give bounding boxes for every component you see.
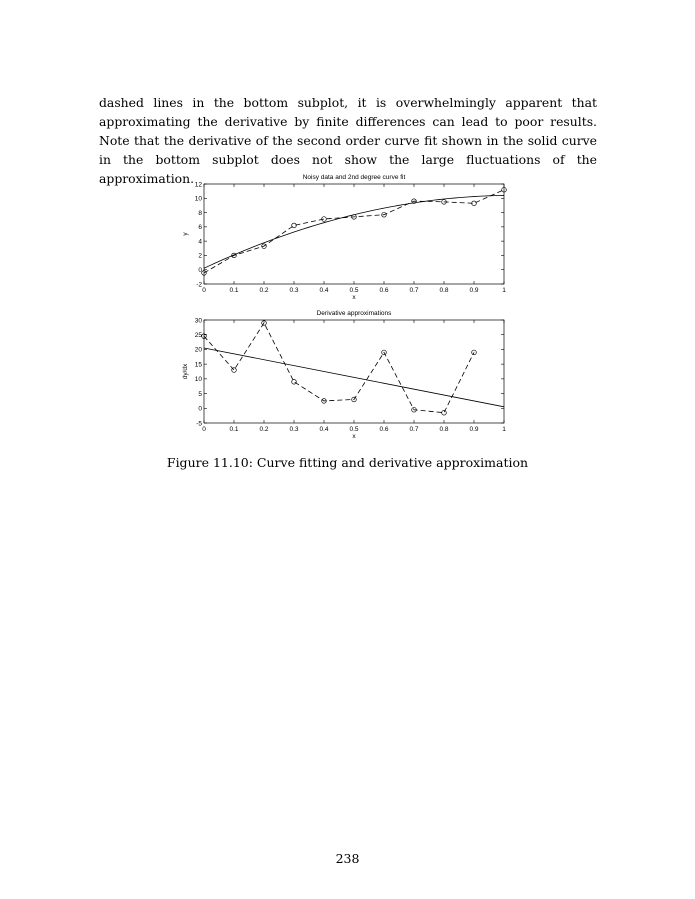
x-tick-label: 0.2 xyxy=(259,426,269,433)
chart-title: Derivative approximations xyxy=(316,310,392,317)
y-tick-label: 0 xyxy=(198,405,202,413)
body-paragraph: dashed lines in the bottom subplot, it is overwhelmingly apparent that approximating the derivative by finite differences can lead to poor results. Note that the derivative of the second order curve fit shown in the solid curve in the bottom subplot does not show the large fluctuations of the approximation. xyxy=(99,95,597,186)
x-tick-label: 0.1 xyxy=(229,426,239,433)
y-axis-label: dy/dx xyxy=(182,363,189,380)
y-tick-label: 4 xyxy=(198,238,202,246)
x-axis-label: x xyxy=(352,433,356,440)
y-tick-label: 10 xyxy=(194,195,202,203)
x-tick-label: 1 xyxy=(502,426,506,433)
series-line-dashed xyxy=(204,323,474,413)
x-tick-label: 0.3 xyxy=(289,426,299,433)
subplot-derivative xyxy=(182,310,506,440)
chart-title: Noisy data and 2nd degree curve fit xyxy=(302,174,406,181)
x-axis-label: x xyxy=(352,294,356,301)
x-tick-label: 0.8 xyxy=(439,426,449,433)
x-tick-label: 0.6 xyxy=(379,287,389,294)
data-point-marker xyxy=(292,380,297,385)
y-tick-label: 5 xyxy=(198,390,202,398)
x-tick-label: 0.4 xyxy=(319,426,329,433)
x-tick-label: 0.5 xyxy=(349,426,359,433)
y-tick-label: 25 xyxy=(194,332,202,340)
y-tick-label: 6 xyxy=(198,224,202,232)
x-tick-label: 0.2 xyxy=(259,287,269,294)
x-tick-label: 0.5 xyxy=(349,287,359,294)
x-tick-label: 0.7 xyxy=(409,426,419,433)
x-tick-label: 0 xyxy=(202,287,206,294)
plot-frame xyxy=(204,184,504,284)
x-tick-label: 1 xyxy=(502,287,506,294)
y-tick-label: -2 xyxy=(196,281,202,289)
x-tick-label: 0.9 xyxy=(469,287,479,294)
series-line-solid xyxy=(204,195,504,268)
x-tick-label: 0.4 xyxy=(319,287,329,294)
y-tick-label: 12 xyxy=(194,181,202,189)
x-tick-label: 0.9 xyxy=(469,426,479,433)
figure-caption: Figure 11.10: Curve fitting and derivative approximation xyxy=(166,455,529,470)
x-tick-label: 0.1 xyxy=(229,287,239,294)
figure xyxy=(170,166,525,451)
x-tick-label: 0.8 xyxy=(439,287,449,294)
x-tick-label: 0.7 xyxy=(409,287,419,294)
y-tick-label: 8 xyxy=(198,209,202,217)
y-tick-label: 2 xyxy=(198,252,202,260)
page-number: 238 xyxy=(335,851,360,866)
y-tick-label: 20 xyxy=(194,346,202,354)
subplot-curve-fit xyxy=(182,174,506,301)
x-tick-label: 0.3 xyxy=(289,287,299,294)
data-point-marker xyxy=(232,368,237,373)
y-tick-label: 10 xyxy=(194,376,202,384)
y-tick-label: 30 xyxy=(194,317,202,325)
series-line-dashed xyxy=(204,190,504,273)
data-point-marker xyxy=(442,410,447,415)
y-axis-label: y xyxy=(182,232,189,236)
y-tick-label: 0 xyxy=(198,267,202,275)
series-line-solid xyxy=(204,348,504,407)
plot-frame xyxy=(204,320,504,423)
x-tick-label: 0.6 xyxy=(379,426,389,433)
y-tick-label: 15 xyxy=(194,361,202,369)
y-tick-label: -5 xyxy=(196,420,202,428)
x-tick-label: 0 xyxy=(202,426,206,433)
